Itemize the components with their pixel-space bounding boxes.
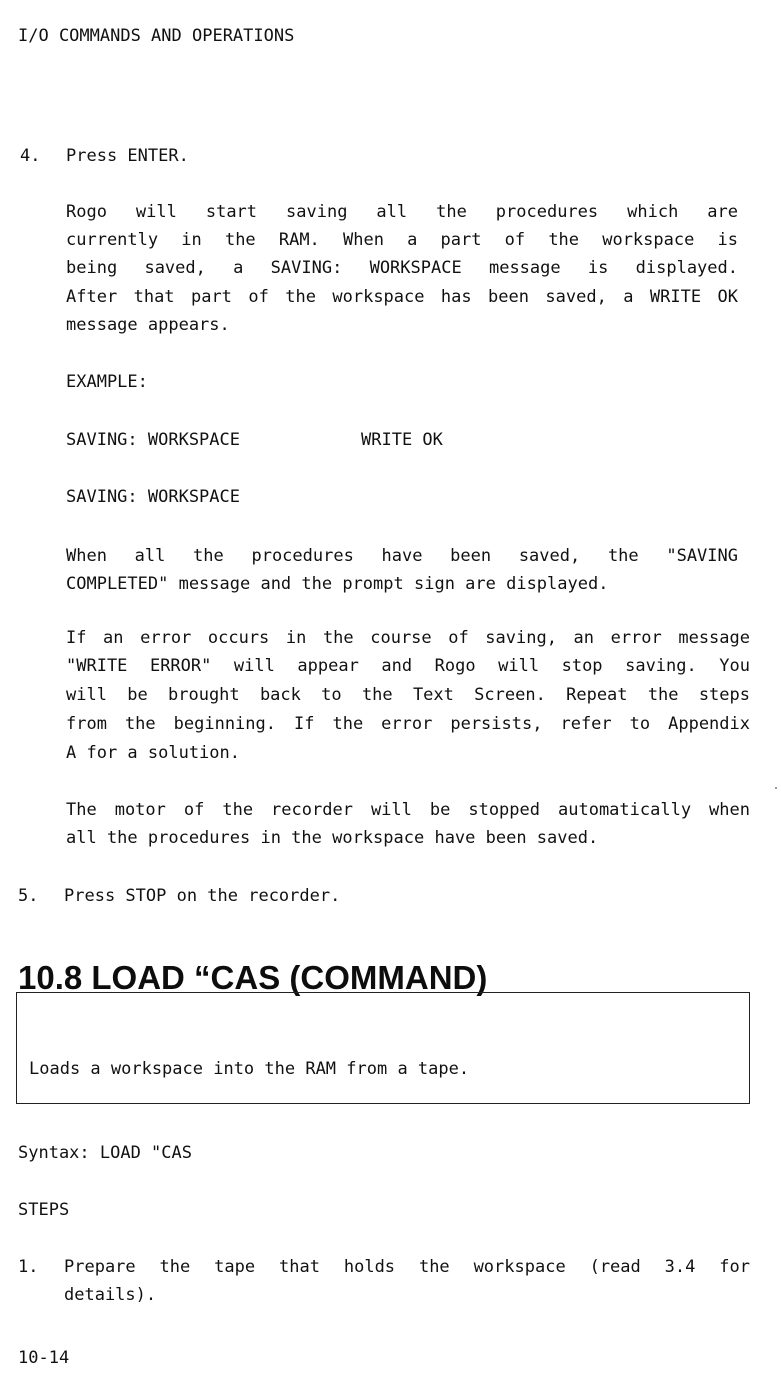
paragraph-line: A for a solution. xyxy=(66,743,240,763)
page-number: 10-14 xyxy=(18,1348,70,1368)
paragraph-line: Prepare the tape that holds the workspace (read 3.4 for xyxy=(64,1257,750,1277)
paragraph-line: "WRITE ERROR" will appear and Rogo will stop saving. You xyxy=(66,656,750,676)
paragraph-line: all the procedures in the workspace have been saved. xyxy=(66,828,599,848)
steps-label: STEPS xyxy=(18,1200,70,1220)
step-5-title: Press STOP on the recorder. xyxy=(64,886,341,906)
paragraph-line: being saved, a SAVING: WORKSPACE message is displayed. xyxy=(66,258,738,278)
load-step-1-number: 1. xyxy=(18,1257,39,1277)
example-line-2: SAVING: WORKSPACE xyxy=(66,487,240,507)
paragraph-line: currently in the RAM. When a part of the workspace is xyxy=(66,230,738,250)
syntax-line: Syntax: LOAD "CAS xyxy=(18,1143,192,1163)
example-line-1-right: WRITE OK xyxy=(361,430,443,450)
command-description-box xyxy=(16,992,750,1104)
paragraph-line: If an error occurs in the course of saving, an error message xyxy=(66,628,750,648)
paragraph-line: Rogo will start saving all the procedures which are xyxy=(66,202,738,222)
section-heading: 10.8 LOAD “CAS (COMMAND) xyxy=(18,959,488,996)
running-header: I/O COMMANDS AND OPERATIONS xyxy=(18,26,295,46)
step-5-number: 5. xyxy=(18,886,39,906)
step-4-number: 4. xyxy=(20,146,41,166)
paragraph-line: message appears. xyxy=(66,315,230,335)
paragraph-line: When all the procedures have been saved, the "SAVING xyxy=(66,546,738,566)
example-line-1-left: SAVING: WORKSPACE xyxy=(66,430,240,450)
paragraph-line: The motor of the recorder will be stopped automatically when xyxy=(66,800,750,820)
paragraph-line: from the beginning. If the error persists, refer to Appendix xyxy=(66,714,750,734)
paragraph-line: COMPLETED" message and the prompt sign are displayed. xyxy=(66,574,609,594)
command-description: Loads a workspace into the RAM from a tape. xyxy=(29,1059,470,1079)
paragraph-line: After that part of the workspace has been saved, a WRITE OK xyxy=(66,287,738,307)
paragraph-line: will be brought back to the Text Screen. Repeat the steps xyxy=(66,685,750,705)
step-4-title: Press ENTER. xyxy=(66,146,189,166)
scan-speck xyxy=(775,787,777,789)
paragraph-line: details). xyxy=(64,1285,157,1305)
example-label: EXAMPLE: xyxy=(66,372,148,392)
